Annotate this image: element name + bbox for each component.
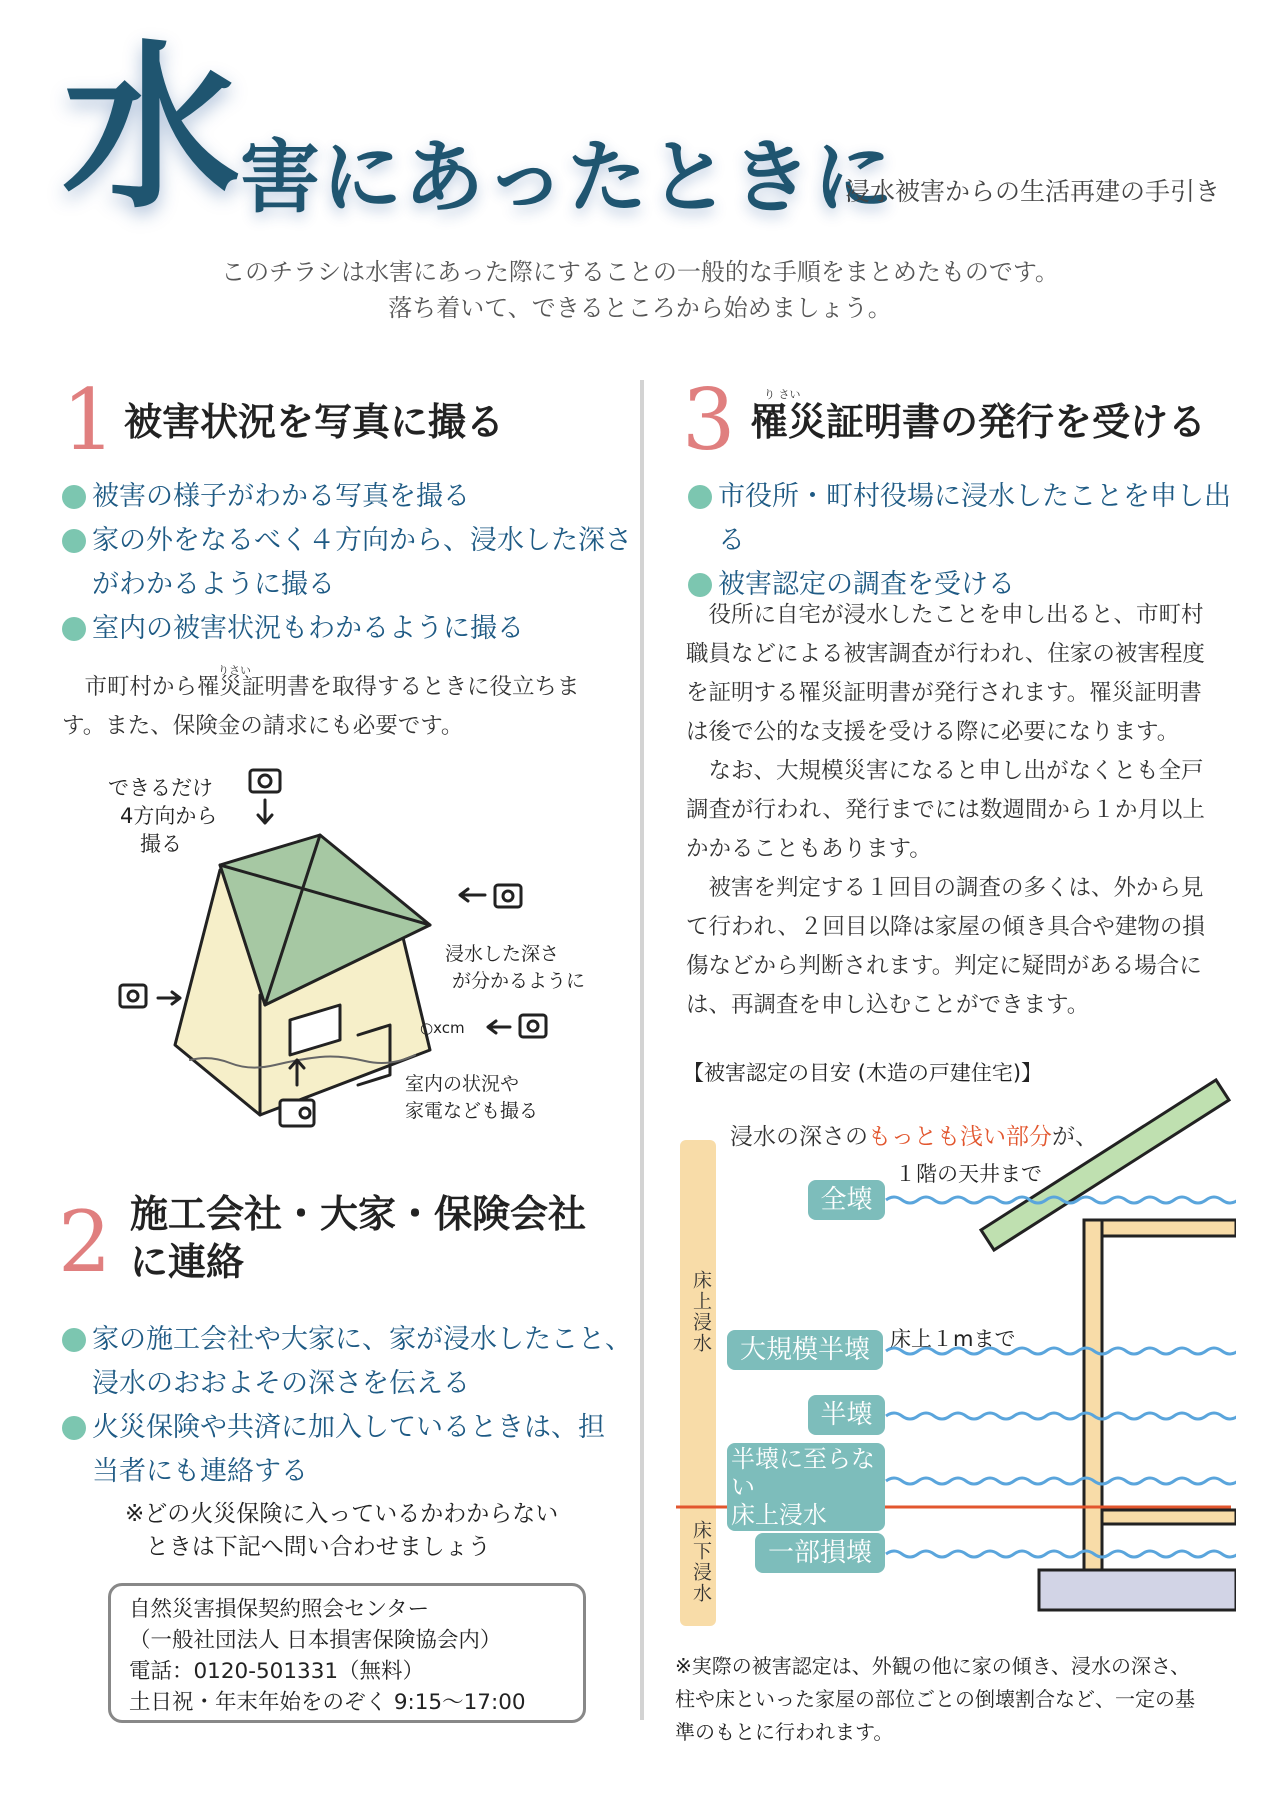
diagram-caption-post: が、 <box>1052 1124 1098 1150</box>
contact-name: 自然災害損保契約照会センター <box>129 1597 430 1622</box>
intro-line-2: 落ち着いて、できるところから始めましょう。 <box>388 294 892 322</box>
illus-note-3: 撮る <box>140 832 182 856</box>
section2-note-line2: ときは下記へ問い合わせましょう <box>145 1534 491 1560</box>
house-photo-illustration <box>100 755 600 1145</box>
level-daikibo-hankai: 大規模半壊 <box>727 1330 883 1370</box>
section2-bullet-continued: 浸水のおおよその深さを伝える <box>92 1368 470 1399</box>
section3-body-line: て行われ、２回目以降は家屋の傾き具合や建物の損 <box>686 914 1205 940</box>
section1-bullet: 家の外をなるべく４方向から、浸水した深さ <box>62 519 632 563</box>
section3-body <box>686 596 1246 1025</box>
section1-body-line2: す。また、保険金の請求にも必要です。 <box>62 713 464 739</box>
page-subtitle: 浸水被害からの生活再建の手引き <box>845 177 1221 206</box>
section2-note-line1: ※どの火災保険に入っているかわからない <box>125 1501 559 1527</box>
section2-number: 2 <box>58 1193 112 1291</box>
label-floor: 床上１mまで <box>890 1327 1016 1351</box>
contact-org: （一般社団法人 日本損害保険協会内） <box>129 1628 502 1653</box>
level-zenkai: 全壊 <box>808 1180 885 1220</box>
illus-note-1: できるだけ <box>108 776 213 800</box>
level-hankai-ni-itaranai-line1: 半壊に至らない <box>731 1445 875 1501</box>
section2-bullet: 家の施工会社や大家に、家が浸水したこと、 <box>62 1318 632 1362</box>
section3-bullet: 被害認定の調査を受ける <box>688 563 1248 607</box>
section3-title: 罹災証明書の発行を受ける <box>750 399 1207 444</box>
section3-body-line: 職員などによる被害調査が行われ、住家の被害程度 <box>686 641 1205 667</box>
contact-box <box>108 1583 586 1723</box>
illus-note-7: 室内の状況や <box>405 1073 520 1095</box>
section3-body-line: 調査が行われ、発行までには数週間から１か月以上 <box>686 797 1205 823</box>
level-hankai-ni-itaranai-line2: 床上浸水 <box>731 1501 827 1529</box>
section3-body-line: 被害を判定する１回目の調査の多くは、外から見 <box>708 875 1204 901</box>
illus-note-6: ○xcm <box>420 1019 465 1037</box>
title-big-char: 水 <box>62 25 240 232</box>
section3-body-line: は、再調査を申し込むことができます。 <box>686 992 1090 1018</box>
illus-note-5: が分かるように <box>452 970 586 992</box>
section2-bullet: 火災保険や共済に加入しているときは、担 <box>62 1406 632 1450</box>
illus-note-2: 4方向から <box>120 804 218 828</box>
label-ceiling: １階の天井まで <box>895 1162 1042 1186</box>
page-title: 害にあったときに <box>240 131 896 224</box>
section3-body-line: なお、大規模災害になると申し出がなくとも全戸 <box>708 758 1204 784</box>
footnote-line: 柱や床といった家屋の部位ごとの倒壊割合など、一定の基 <box>675 1687 1195 1711</box>
section3-body-line: 傷などから判断されます。判定に疑問がある場合に <box>686 953 1202 979</box>
section3-bullet: 市役所・町村役場に浸水したことを申し出る <box>688 475 1248 563</box>
section1-ruby: りさい <box>218 664 251 677</box>
section2-title-line2: に連絡 <box>130 1239 245 1284</box>
diagram-footnote <box>675 1650 1195 1749</box>
illus-note-4: 浸水した深さ <box>445 943 560 965</box>
footnote-line: 準のもとに行われます。 <box>675 1720 894 1744</box>
footnote-line: ※実際の被害認定は、外観の他に家の傾き、浸水の深さ、 <box>675 1654 1191 1678</box>
section3-number: 3 <box>682 371 736 469</box>
section1-bullets <box>62 475 632 651</box>
section3-body-line: 役所に自宅が浸水したことを申し出ると、市町村 <box>708 602 1204 628</box>
illus-note-8: 家電なども撮る <box>405 1100 539 1122</box>
side-label-upper: 床上浸水 <box>690 1270 712 1354</box>
level-hankai-ni-itaranai <box>727 1443 885 1531</box>
section2-bullet-continued: 当者にも連絡する <box>92 1456 308 1487</box>
diagram-caption-pre: 浸水の深さの <box>730 1124 868 1150</box>
section2-title-line1: 施工会社・大家・保険会社 <box>130 1191 587 1236</box>
section3-body-line: は後で公的な支援を受ける際に必要になります。 <box>686 719 1180 745</box>
column-divider <box>640 380 644 1720</box>
section1-bullet-continued: がわかるように撮る <box>92 569 335 600</box>
section1-body-line1: 市町村から罹災証明書を取得するときに役立ちま <box>84 674 580 700</box>
contact-hours: 土日祝・年末年始をのぞく 9:15〜17:00 <box>129 1690 526 1715</box>
diagram-heading: 【被害認定の目安 (木造の戸建住宅)】 <box>683 1061 1043 1085</box>
section2-bullets <box>62 1318 632 1494</box>
section1-number: 1 <box>62 371 116 469</box>
section1-bullet: 被害の様子がわかる写真を撮る <box>62 475 632 519</box>
section1-bullet: 室内の被害状況もわかるように撮る <box>62 607 632 651</box>
section3-body-line: を証明する罹災証明書が発行されます。罹災証明書 <box>686 680 1202 706</box>
side-label-lower: 床下浸水 <box>690 1520 712 1604</box>
section3-ruby: り さい <box>764 388 801 401</box>
level-ichibu-sonkai: 一部損壊 <box>755 1533 885 1573</box>
contact-phone: 電話：0120-501331（無料） <box>129 1659 425 1684</box>
intro-line-1: このチラシは水害にあった際にすることの一般的な手順をまとめたものです。 <box>221 258 1059 286</box>
level-hankai: 半壊 <box>808 1395 885 1435</box>
section1-title: 被害状況を写真に撮る <box>124 399 505 444</box>
section1-body <box>62 668 632 746</box>
diagram-caption-highlight: もっとも浅い部分 <box>868 1124 1052 1150</box>
section2-note <box>125 1498 558 1564</box>
section3-bullets <box>688 475 1248 607</box>
section3-body-line: かかることもあります。 <box>686 836 932 862</box>
